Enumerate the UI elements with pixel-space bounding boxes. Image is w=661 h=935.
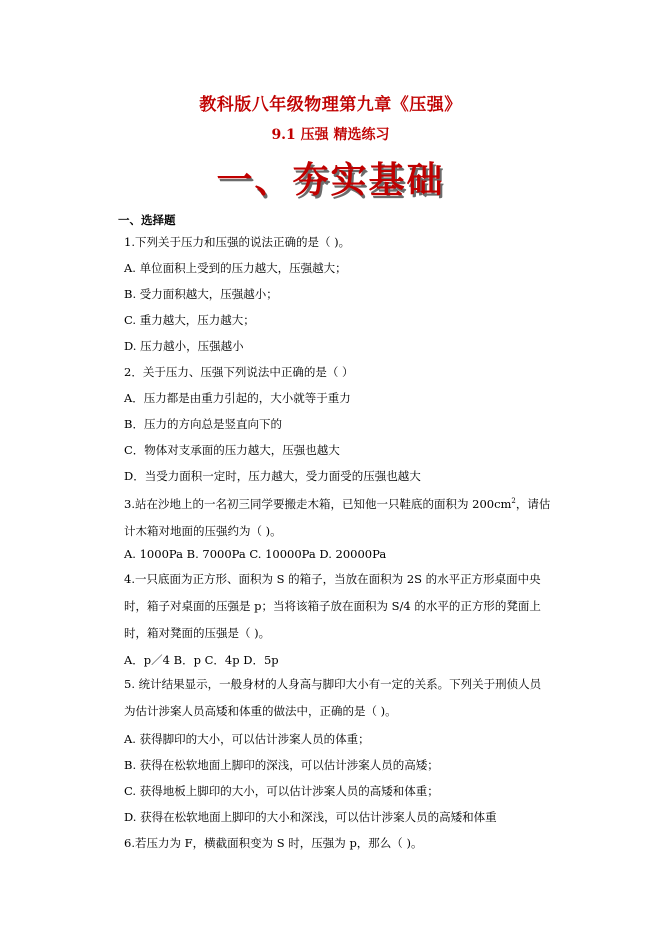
q5-option-d: D. 获得在松软地面上脚印的大小和深浅，可以估计涉案人员的高矮和体重 [124, 810, 497, 824]
q3-superscript: 2 [511, 497, 516, 505]
q4-stem: 4.一只底面为正方形、面积为 S 的箱子，当放在面积为 2S 的水平正方形桌面中央时，箱子对桌面的压强是 p；当将该箱子放在面积为 S/4 的水平的正方形的凳面上时，箱对凳面的压强是（ )。 [124, 572, 541, 640]
document-title: 教科版八年级物理第九章《压强》 [199, 95, 462, 115]
document-subtitle: 9.1 压强 精选练习 [271, 127, 390, 143]
q2-stem: 2．关于压力、压强下列说法中正确的是（ ） [124, 365, 354, 379]
q5-option-b: B. 获得在松软地面上脚印的深浅，可以估计涉案人员的高矮； [124, 758, 439, 772]
q2-option-a: A．压力都是由重力引起的，大小就等于重力 [124, 391, 351, 405]
q5-option-c: C. 获得地板上脚印的大小，可以估计涉案人员的高矮和体重； [124, 784, 439, 798]
q3-stem-part2: ，请估计木箱对地面的压强约为（ )。 [124, 496, 551, 538]
q3-stem-part1: 3.站在沙地上的一名初三同学要搬走木箱，已知他一只鞋底的面积为 200cm [124, 496, 512, 511]
q1-stem: 1.下列关于压力和压强的说法正确的是（ )。 [124, 235, 351, 249]
q1-option-b: B. 受力面积越大，压强越小； [124, 287, 278, 301]
q3-stem [124, 488, 552, 545]
section-banner: 一、夯实基础 [216, 159, 445, 201]
q2-option-c: C．物体对支承面的压力越大，压强也越大 [124, 443, 340, 457]
q6-stem: 6.若压力为 F，横截面积变为 S 时，压强为 p，那么（ )。 [124, 836, 423, 850]
q2-option-d: D．当受力面积一定时，压力越大，受力面受的压强也越大 [124, 469, 421, 483]
q5-option-a: A. 获得脚印的大小，可以估计涉案人员的体重； [124, 732, 370, 746]
q1-option-c: C. 重力越大，压力越大； [124, 313, 255, 327]
q4-options: A．p／4 B．p C．4p D．5p [124, 653, 279, 667]
q1-option-a: A. 单位面积上受到的压力越大，压强越大； [124, 261, 347, 275]
section-heading: 一、选择题 [118, 213, 176, 227]
q2-option-b: B．压力的方向总是竖直向下的 [124, 417, 282, 431]
q3-options: A. 1000Pa B. 7000Pa C. 10000Pa D. 20000Pa [124, 547, 387, 561]
q5-stem: 5. 统计结果显示，一般身材的人身高与脚印大小有一定的关系。下列关于刑侦人员为估计涉案人员高矮和体重的做法中，正确的是（ )。 [124, 677, 542, 718]
q1-option-d: D. 压力越小，压强越小 [124, 339, 244, 353]
